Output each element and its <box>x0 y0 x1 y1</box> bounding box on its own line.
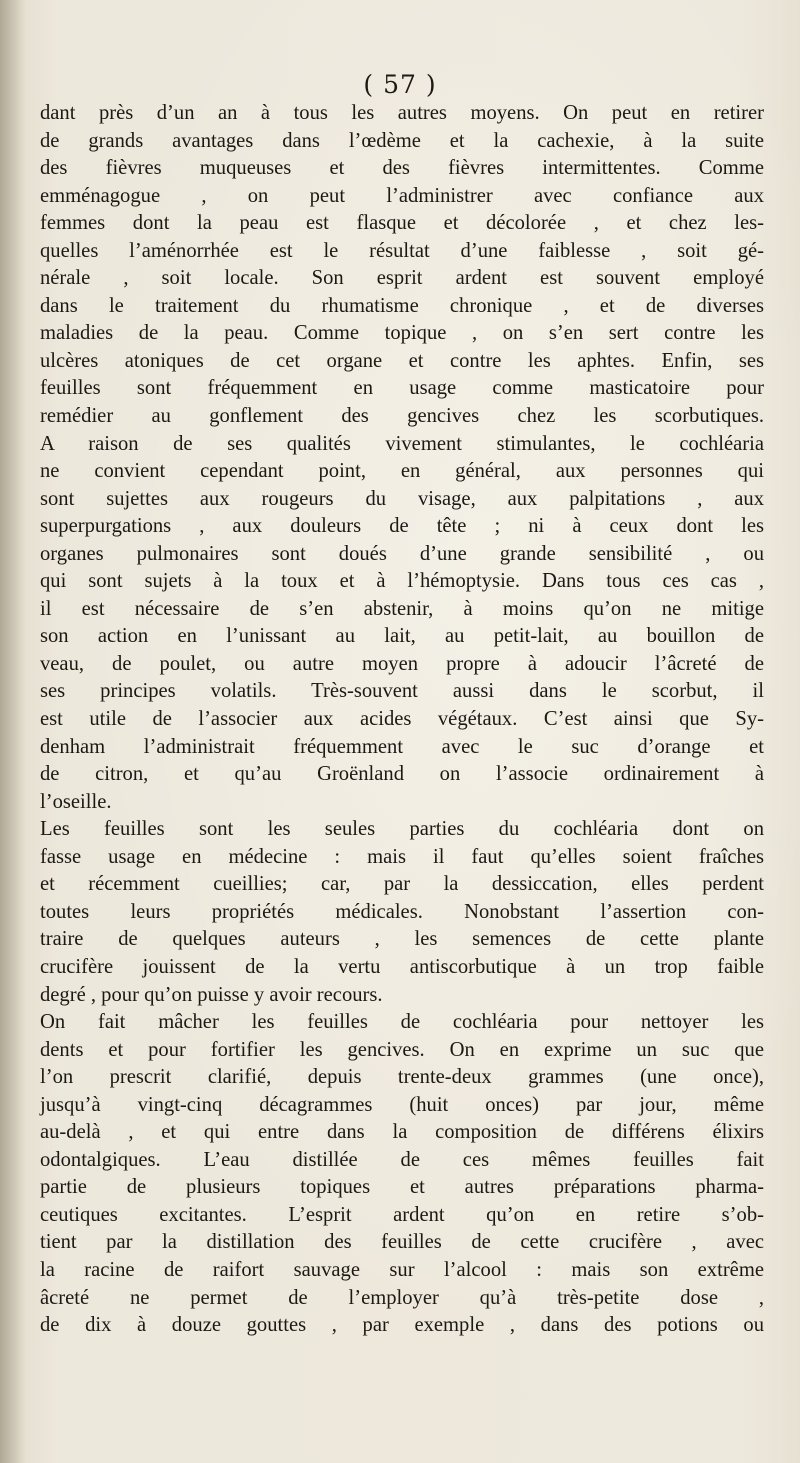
text-line: il est nécessaire de s’en abstenir, à moins qu’on ne mitige <box>40 597 764 620</box>
text-line: de citron, et qu’au Groënland on l’associe ordinairement à <box>40 763 764 786</box>
text-line: dans le traitement du rhumatisme chronique , et de diverses <box>40 294 764 317</box>
text-line: veau, de poulet, ou autre moyen propre à adoucir l’âcreté de <box>40 652 764 675</box>
text-line: maladies de la peau. Comme topique , on s’en sert contre les <box>40 322 764 345</box>
text-line: est utile de l’associer aux acides végétaux. C’est ainsi que Sy- <box>40 708 764 731</box>
text-line: âcreté ne permet de l’employer qu’à très-petite dose , <box>40 1286 764 1309</box>
text-line: l’on prescrit clarifié, depuis trente-deux grammes (une once), <box>40 1066 764 1089</box>
text-line: denham l’administrait fréquemment avec le suc d’orange et <box>40 735 764 758</box>
text-line: crucifère jouissent de la vertu antiscorbutique à un trop faible <box>40 955 764 978</box>
page-number: ( 57 ) <box>363 70 437 99</box>
text-line: et récemment cueillies; car, par la dessiccation, elles perdent <box>40 873 764 896</box>
text-line: ulcères atoniques de cet organe et contre les aphtes. Enfin, ses <box>40 349 764 372</box>
text-line: de grands avantages dans l’œdème et la cachexie, à la suite <box>40 129 764 152</box>
text-line: ceutiques excitantes. L’esprit ardent qu’on en retire s’ob- <box>40 1203 764 1226</box>
text-line: emménagogue , on peut l’administrer avec confiance aux <box>40 184 764 207</box>
text-line: On fait mâcher les feuilles de cochléaria pour nettoyer les <box>40 1011 764 1034</box>
text-line: la racine de raifort sauvage sur l’alcool : mais son extrême <box>40 1258 764 1281</box>
body-text <box>40 100 764 1340</box>
text-line: nérale , soit locale. Son esprit ardent est souvent employé <box>40 267 764 290</box>
text-line: superpurgations , aux douleurs de tête ; ni à ceux dont les <box>40 515 764 538</box>
text-line: sont sujettes aux rougeurs du visage, aux palpitations , aux <box>40 487 764 510</box>
text-line: tient par la distillation des feuilles de cette crucifère , avec <box>40 1231 764 1254</box>
text-line: de dix à douze gouttes , par exemple , dans des potions ou <box>40 1314 764 1337</box>
text-line: quelles l’aménorrhée est le résultat d’une faiblesse , soit gé- <box>40 239 764 262</box>
text-line: qui sont sujets à la toux et à l’hémoptysie. Dans tous ces cas , <box>40 570 764 593</box>
text-line: femmes dont la peau est flasque et décolorée , et chez les- <box>40 212 764 235</box>
text-line: jusqu’à vingt-cinq décagrammes (huit onces) par jour, même <box>40 1093 764 1116</box>
text-line: traire de quelques auteurs , les semences de cette plante <box>40 928 764 951</box>
text-line: fasse usage en médecine : mais il faut qu’elles soient fraîches <box>40 845 764 868</box>
text-line: ses principes volatils. Très-souvent aussi dans le scorbut, il <box>40 680 764 703</box>
text-line: dant près d’un an à tous les autres moyens. On peut en retirer <box>40 102 764 124</box>
text-line: odontalgiques. L’eau distillée de ces mêmes feuilles fait <box>40 1148 764 1171</box>
text-line: dents et pour fortifier les gencives. On en exprime un suc que <box>40 1038 764 1061</box>
binding-shadow <box>0 0 26 1463</box>
text-line: organes pulmonaires sont doués d’une grande sensibilité , ou <box>40 542 764 565</box>
text-line: partie de plusieurs topiques et autres préparations pharma- <box>40 1176 764 1199</box>
text-line: feuilles sont fréquemment en usage comme masticatoire pour <box>40 377 764 400</box>
text-line: l’oseille. <box>40 790 112 813</box>
text-line: toutes leurs propriétés médicales. Nonobstant l’assertion con- <box>40 900 764 923</box>
text-line: degré , pour qu’on puisse y avoir recours. <box>40 983 383 1006</box>
text-line: Les feuilles sont les seules parties du cochléaria dont on <box>40 818 764 841</box>
text-line: ne convient cependant point, en général, aux personnes qui <box>40 460 764 483</box>
text-line: A raison de ses qualités vivement stimulantes, le cochléaria <box>40 432 764 455</box>
text-line: son action en l’unissant au lait, au petit-lait, au bouillon de <box>40 625 764 648</box>
text-line: au-delà , et qui entre dans la composition de différens élixirs <box>40 1121 764 1144</box>
text-line: des fièvres muqueuses et des fièvres intermittentes. Comme <box>40 157 764 180</box>
text-line: remédier au gonflement des gencives chez les scorbutiques. <box>40 405 764 428</box>
